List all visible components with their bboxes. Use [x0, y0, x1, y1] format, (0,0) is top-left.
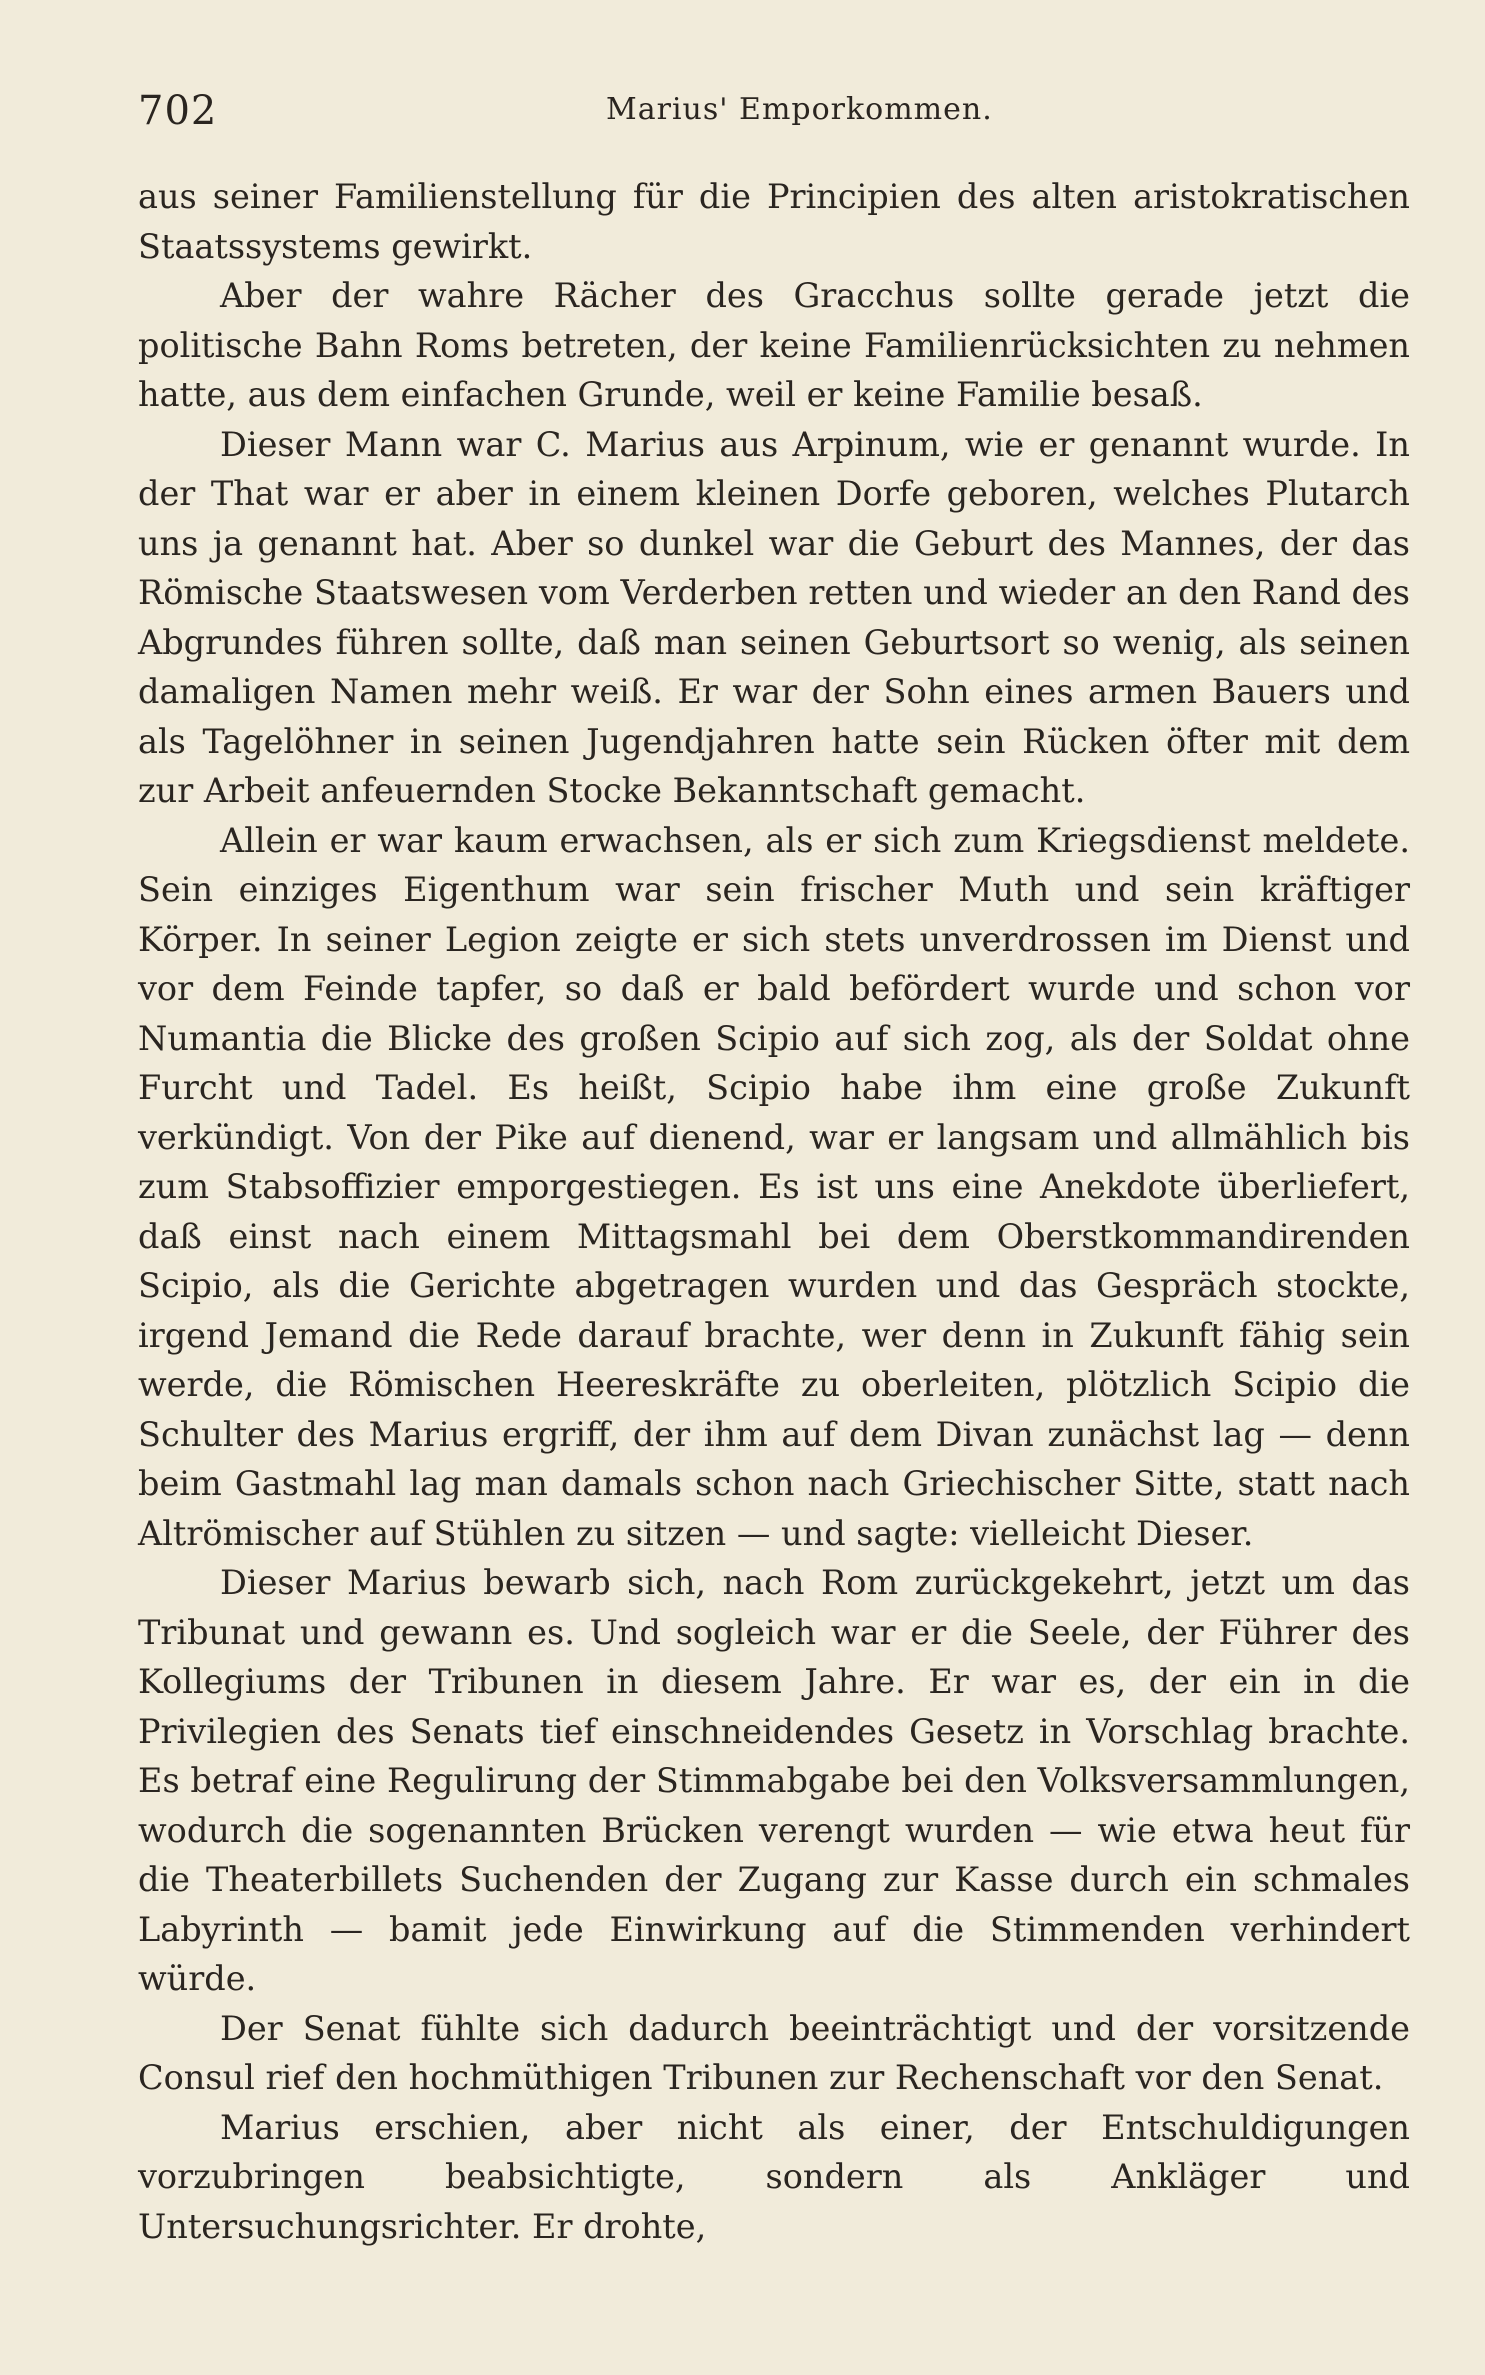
body-text — [138, 172, 1410, 2251]
paragraph-5: Dieser Marius bewarb sich, nach Rom zurückgekehrt, jetzt um das Tribunat und gewann es. Und sogleich war er die Seele, der Führer des Kollegiums der Tribunen in diesem Jahre. Er war es, der ein in die Privilegien des Senats tief einschneidendes Gesetz in Vorschlag brachte. Es betraf eine Regulirung der Stimmabgabe bei den Volksversammlungen, wodurch die sogenannten Brücken verengt wurden — wie etwa heut für die Theaterbillets Suchenden der Zugang zur Kasse durch ein schmales Labyrinth — bamit jede Einwirkung auf die Stimmenden verhindert würde. — [138, 1563, 1410, 1998]
paragraph-7: Marius erschien, aber nicht als einer, der Entschuldigungen vorzubringen beabsichtigte, sondern als Ankläger und Untersuchungsrichter. Er drohte, — [138, 2107, 1410, 2246]
paragraph-4: Allein er war kaum erwachsen, als er sich zum Kriegsdienst meldete. Sein einziges Eigenthum war sein frischer Muth und sein kräftiger Körper. In seiner Legion zeigte er sich stets unverdrossen im Dienst und vor dem Feinde tapfer, so daß er bald befördert wurde und schon vor Numantia die Blicke des großen Scipio auf sich zog, als der Soldat ohne Furcht und Tadel. Es heißt, Scipio habe ihm eine große Zukunft verkündigt. Von der Pike auf dienend, war er langsam und allmählich bis zum Stabsoffizier emporgestiegen. Es ist uns eine Anekdote überliefert, daß einst nach einem Mittagsmahl bei dem Oberstkommandirenden Scipio, als die Gerichte abgetragen wurden und das Gespräch stockte, irgend Jemand die Rede darauf brachte, wer denn in Zukunft fähig sein werde, die Römischen Heereskräfte zu oberleiten, plötzlich Scipio die Schulter des Marius ergriff, der ihm auf dem Divan zunächst lag — denn beim Gastmahl lag man damals schon nach Griechischer Sitte, statt nach Altrömischer auf Stühlen zu sitzen — und sagte: vielleicht Dieser. — [138, 820, 1410, 1553]
paragraph-1: aus seiner Familienstellung für die Principien des alten aristokratischen Staatssystems gewirkt. — [138, 177, 1410, 266]
page-header — [138, 88, 1408, 144]
paragraph-2: Aber der wahre Rächer des Gracchus sollte gerade jetzt die politische Bahn Roms betreten, der keine Familienrücksichten zu nehmen hatte, aus dem einfachen Grunde, weil er keine Familie besaß. — [138, 276, 1410, 414]
running-title: Marius' Emporkommen. — [606, 92, 993, 127]
paragraph-6: Der Senat fühlte sich dadurch beeinträchtigt und der vorsitzende Consul rief den hochmüthigen Tribunen zur Rechenschaft vor den Senat. — [138, 2008, 1410, 2097]
paragraph-3: Dieser Mann war C. Marius aus Arpinum, wie er genannt wurde. In der That war er aber in einem kleinen Dorfe geboren, welches Plutarch uns ja genannt hat. Aber so dunkel war die Geburt des Mannes, der das Römische Staatswesen vom Verderben retten und wieder an den Rand des Abgrundes führen sollte, daß man seinen Geburtsort so wenig, als seinen damaligen Namen mehr weiß. Er war der Sohn eines armen Bauers und als Tagelöhner in seinen Jugendjahren hatte sein Rücken öfter mit dem zur Arbeit anfeuernden Stocke Bekanntschaft gemacht. — [138, 424, 1410, 810]
page-number: 702 — [138, 88, 218, 134]
